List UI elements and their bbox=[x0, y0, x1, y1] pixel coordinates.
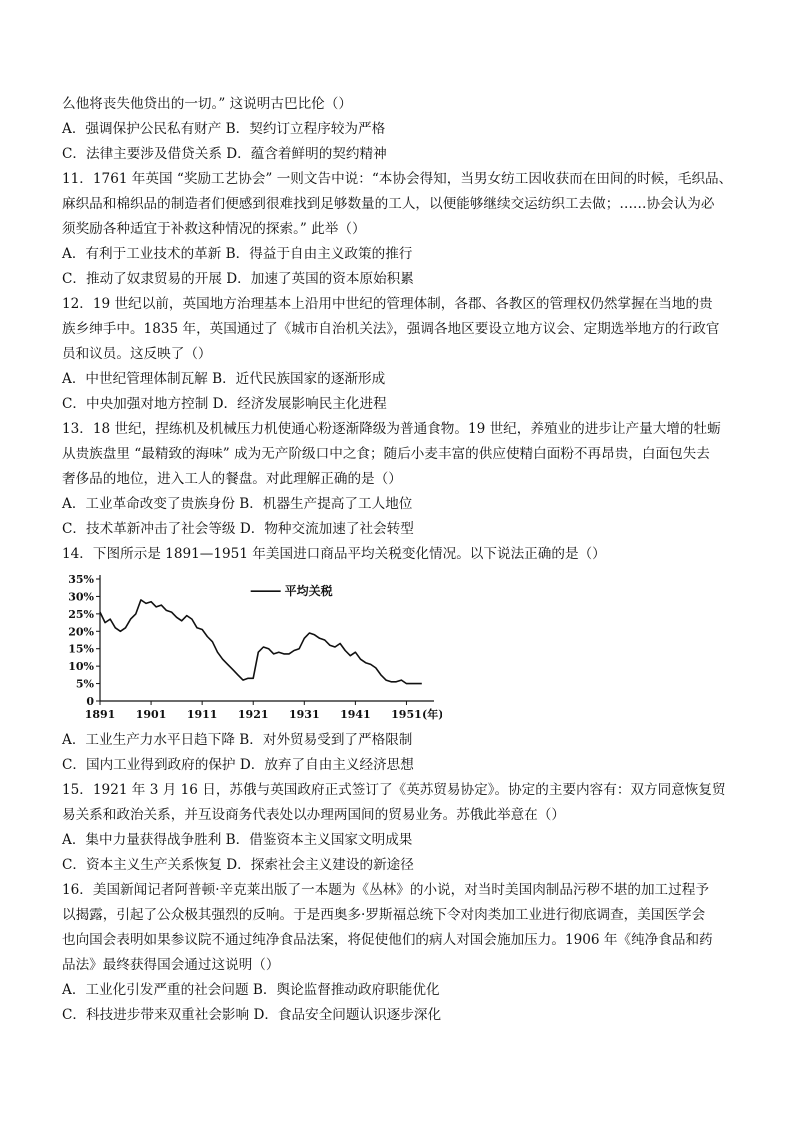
exam-page bbox=[62, 92, 742, 1028]
option-line: C．国内工业得到政府的保护 D．放弃了自由主义经济思想 bbox=[62, 757, 414, 773]
tariff-line-chart bbox=[62, 569, 442, 724]
option-line: C．技术革新冲击了社会等级 D．物种交流加速了社会转型 bbox=[62, 521, 414, 537]
question-stem-line: 奢侈品的地位，进入工人的餐盘。对此理解正确的是（） bbox=[62, 471, 402, 487]
question-10-tail bbox=[62, 92, 742, 167]
option-line: A．集中力量获得战争胜利 B．借鉴资本主义国家文明成果 bbox=[62, 832, 413, 848]
x-axis-label: (年) bbox=[422, 708, 442, 721]
question-stem-line: 品法》最终获得国会通过这说明（） bbox=[62, 957, 280, 973]
option-line: C．资本主义生产关系恢复 D．探索社会主义建设的新途径 bbox=[62, 857, 414, 873]
y-tick-label: 10% bbox=[68, 660, 94, 674]
question-stem-line: 11．1761 年英国 “奖励工艺协会” 一则文告中说：“本协会得知，当男女纺工因收获而在田间的时候，毛织品、 bbox=[62, 171, 733, 187]
y-tick-label: 25% bbox=[68, 607, 94, 621]
x-tick-label: 1911 bbox=[186, 708, 218, 721]
option-line: C．法律主要涉及借贷关系 D．蕴含着鲜明的契约精神 bbox=[62, 146, 387, 162]
question-stem-line: 员和议员。这反映了（） bbox=[62, 346, 212, 362]
question-15 bbox=[62, 778, 742, 878]
question-stem-line: 须奖励各种适宜于补救这种情况的探索。” 此举（） bbox=[62, 221, 366, 237]
option-line: A．强调保护公民私有财产 B．契约订立程序较为严格 bbox=[62, 121, 386, 137]
series-line-average-tariff bbox=[100, 600, 422, 684]
option-line: C．中央加强对地方控制 D．经济发展影响民主化进程 bbox=[62, 396, 387, 412]
option-line: A．中世纪管理体制瓦解 B．近代民族国家的逐渐形成 bbox=[62, 371, 386, 387]
question-stem-line: 从贵族盘里 “最精致的海味” 成为无产阶级口中之食；随后小麦丰富的供应使精白面粉不再昂贵，白面包失去 bbox=[62, 446, 710, 462]
option-line: C．科技进步带来双重社会影响 D．食品安全问题认识逐步深化 bbox=[62, 1007, 442, 1023]
question-16 bbox=[62, 878, 742, 1028]
question-13 bbox=[62, 417, 742, 542]
x-tick-label: 1931 bbox=[288, 708, 320, 721]
question-stem-line: 16．美国新闻记者阿普顿·辛克莱出版了一本题为《丛林》的小说，对当时美国肉制品污秽不堪的加工过程予 bbox=[62, 882, 709, 898]
y-tick-label: 15% bbox=[68, 642, 94, 656]
question-stem-line: 族乡绅手中。1835 年，英国通过了《城市自治机关法》，强调各地区要设立地方议会、定期选举地方的行政官 bbox=[62, 321, 720, 337]
y-tick-label: 20% bbox=[68, 625, 94, 639]
legend-label: 平均关税 bbox=[284, 584, 333, 599]
question-11 bbox=[62, 167, 742, 292]
question-stem-line: 14．下图所示是 1891—1951 年美国进口商品平均关税变化情况。以下说法正确的是（） bbox=[62, 546, 606, 562]
y-tick-label: 5% bbox=[75, 677, 94, 691]
question-14 bbox=[62, 542, 742, 778]
x-tick-label: 1901 bbox=[135, 708, 167, 721]
question-stem-line: 13．18 世纪，捏练机及机械压力机使通心粉逐渐降级为普通食物。19 世纪，养殖业的进步让产量大增的牡蛎 bbox=[62, 421, 721, 437]
question-stem-line: 12．19 世纪以前，英国地方治理基本上沿用中世纪的管理体制，各郡、各教区的管理权仍然掌握在当地的贵 bbox=[62, 296, 713, 312]
y-tick-label: 0 bbox=[86, 695, 94, 708]
y-tick-label: 35% bbox=[68, 573, 94, 586]
option-line: A．工业革命改变了贵族身份 B．机器生产提高了工人地位 bbox=[62, 496, 413, 512]
option-line: A．工业生产力水平日趋下降 B．对外贸易受到了严格限制 bbox=[62, 732, 413, 748]
x-tick-label: 1941 bbox=[340, 708, 371, 721]
question-stem-line: 麻织品和棉织品的制造者们便感到很难找到足够数量的工人，以便能够继续交运纺织工去做；……协会认为必 bbox=[62, 196, 715, 212]
question-stem-line: 也向国会表明如果参议院不通过纯净食品法案，将促使他们的病人对国会施加压力。1906 年《纯净食品和药 bbox=[62, 932, 713, 948]
question-12 bbox=[62, 292, 742, 417]
x-tick-label: 1921 bbox=[237, 708, 269, 721]
option-line: A．有利于工业技术的革新 B．得益于自由主义政策的推行 bbox=[62, 246, 413, 262]
option-line: C．推动了奴隶贸易的开展 D．加速了英国的资本原始积累 bbox=[62, 271, 414, 287]
text-line: 么他将丧失他贷出的一切。” 这说明古巴比伦（） bbox=[62, 96, 352, 112]
tariff-chart bbox=[62, 569, 442, 724]
question-stem-line: 以揭露，引起了公众极其强烈的反响。于是西奥多·罗斯福总统下令对肉类加工业进行彻底调查，美国医学会 bbox=[62, 907, 706, 923]
question-stem-line: 15．1921 年 3 月 16 日，苏俄与英国政府正式签订了《英苏贸易协定》。协定的主要内容有：双方同意恢复贸 bbox=[62, 782, 726, 798]
x-tick-label: 1891 bbox=[84, 708, 116, 721]
x-tick-label: 1951 bbox=[391, 708, 422, 721]
question-stem-line: 易关系和政治关系，并互设商务代表处以办理两国间的贸易业务。苏俄此举意在（） bbox=[62, 807, 565, 823]
y-tick-label: 30% bbox=[68, 590, 94, 604]
option-line: A．工业化引发严重的社会问题 B．舆论监督推动政府职能优化 bbox=[62, 982, 440, 998]
